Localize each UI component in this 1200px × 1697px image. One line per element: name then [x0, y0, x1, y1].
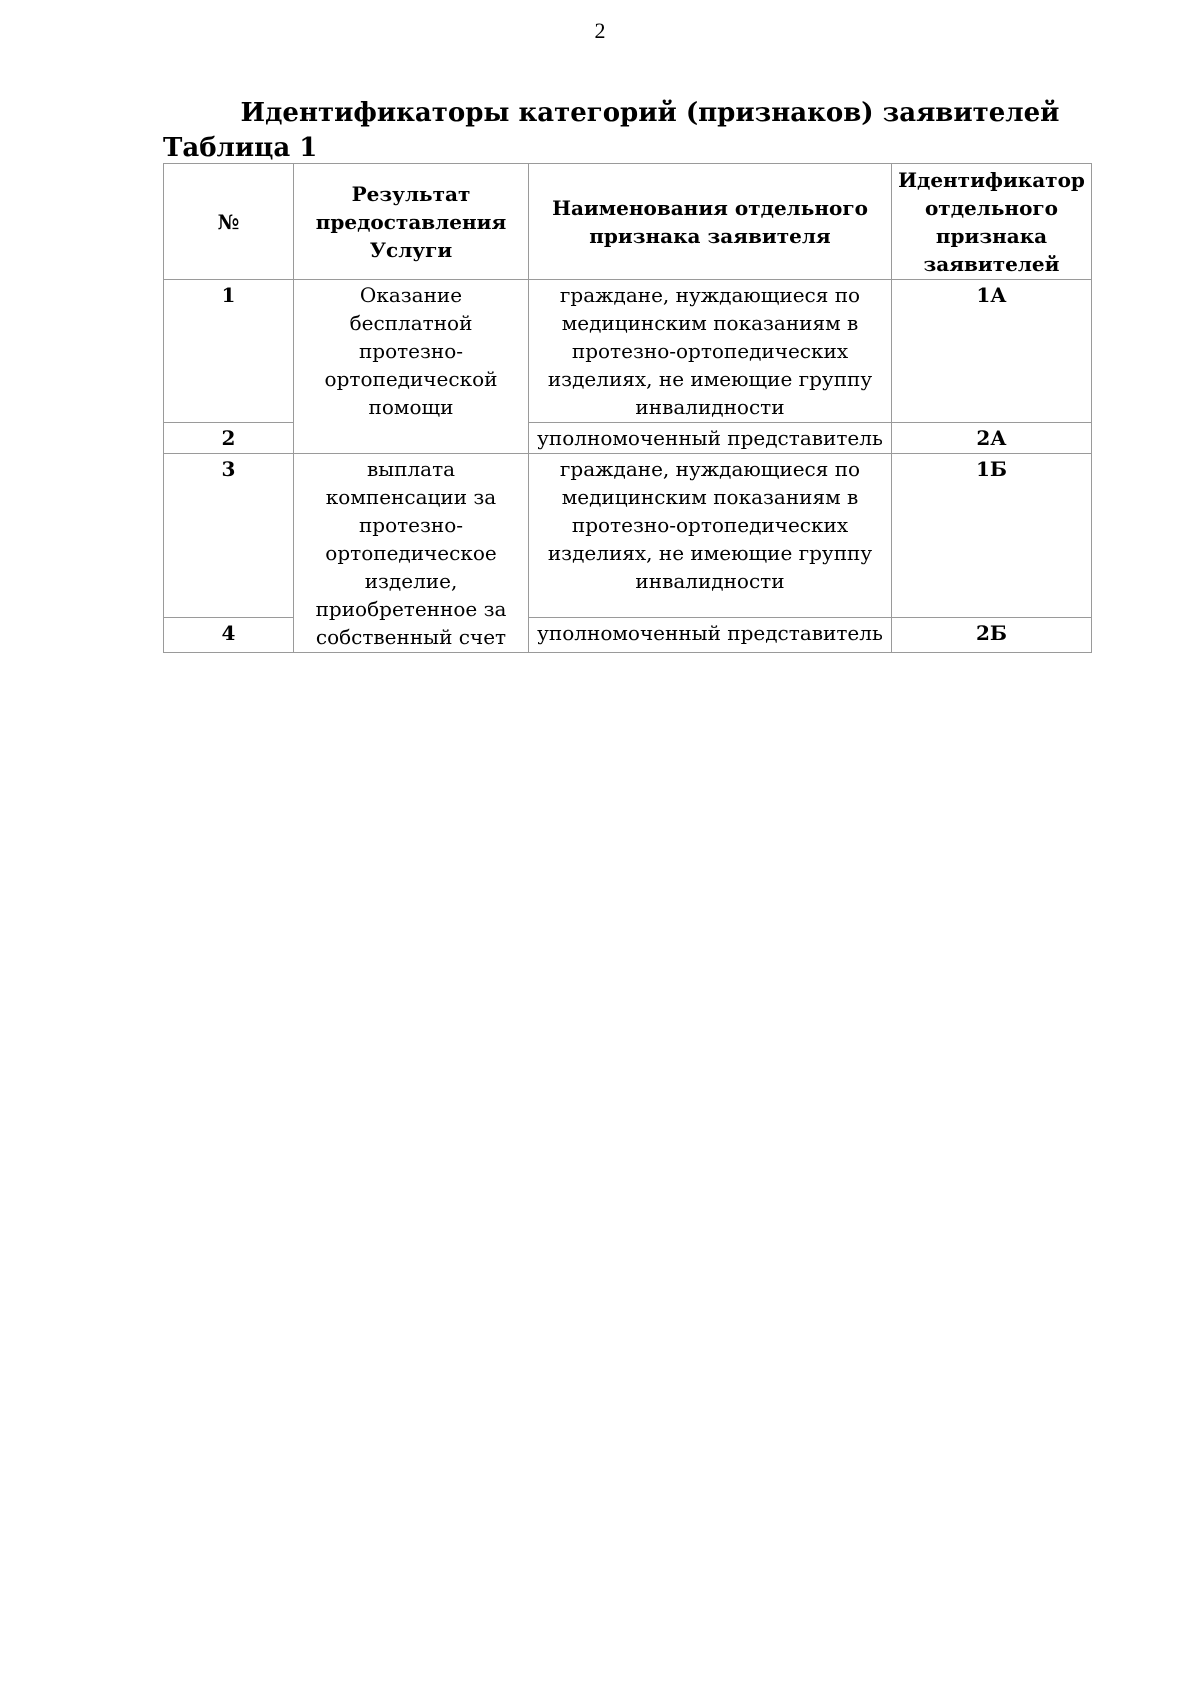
row-number: 3: [164, 454, 294, 618]
result-cell: Оказание бесплатной протезно-ортопедической помощи: [294, 280, 529, 454]
table-caption: Таблица 1: [163, 133, 318, 163]
identifier-cell: 2Б: [892, 617, 1092, 652]
applicant-category-cell: уполномоченный представитель: [529, 617, 892, 652]
header-identifier: Идентификатор отдельного признака заявителей: [892, 164, 1092, 280]
applicant-category-cell: граждане, нуждающиеся по медицинским показаниям в протезно-ортопедических изделиях, не имеющие группу инвалидности: [529, 454, 892, 618]
identifier-cell: 2А: [892, 423, 1092, 454]
header-result: Результат предоставления Услуги: [294, 164, 529, 280]
table-header-row: [164, 164, 1092, 280]
applicant-identifiers-table: [163, 163, 1092, 653]
row-number: 2: [164, 423, 294, 454]
identifier-cell: 1А: [892, 280, 1092, 423]
row-number: 4: [164, 617, 294, 652]
document-title: Идентификаторы категорий (признаков) заявителей: [240, 98, 1060, 128]
page-number: 2: [594, 18, 606, 43]
applicant-category-cell: граждане, нуждающиеся по медицинским показаниям в протезно-ортопедических изделиях, не имеющие группу инвалидности: [529, 280, 892, 423]
table-row: [164, 454, 1092, 618]
header-number: №: [164, 164, 294, 280]
header-name: Наименования отдельного признака заявителя: [529, 164, 892, 280]
identifier-cell: 1Б: [892, 454, 1092, 618]
row-number: 1: [164, 280, 294, 423]
applicant-category-cell: уполномоченный представитель: [529, 423, 892, 454]
result-cell: выплата компенсации за протезно-ортопедическое изделие, приобретенное за собственный счет: [294, 454, 529, 653]
table-row: [164, 280, 1092, 423]
